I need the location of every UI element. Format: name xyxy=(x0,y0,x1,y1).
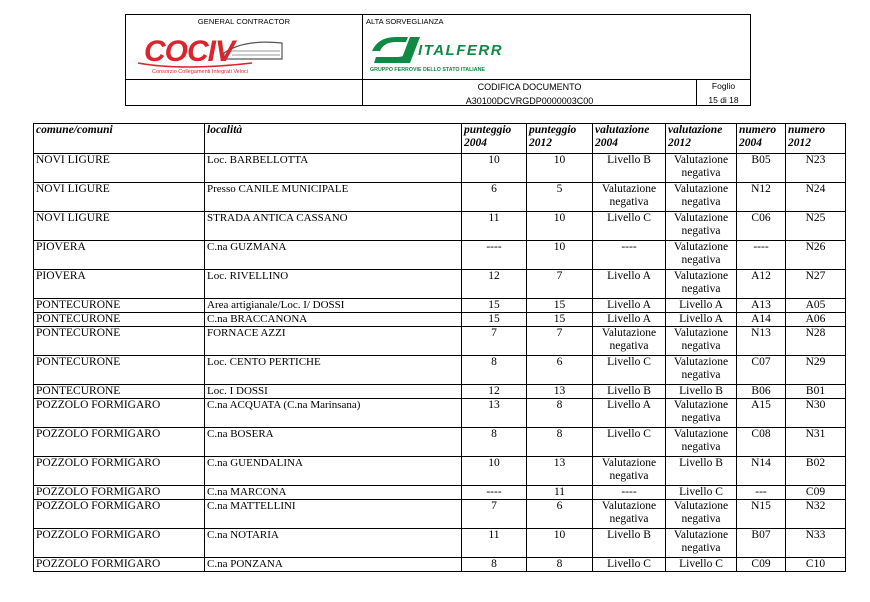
numero-2004-cell: A15 xyxy=(737,399,786,428)
valutazione-2004-cell: Livello C xyxy=(593,558,666,572)
numero-2004-cell: ---- xyxy=(737,241,786,270)
punteggio-2012-cell: 6 xyxy=(527,356,593,385)
numero-2012-cell: N26 xyxy=(786,241,846,270)
table-row xyxy=(34,428,846,457)
localita-cell: C.na GUENDALINA xyxy=(205,457,462,486)
column-header: numero 2004 xyxy=(737,124,786,154)
comune-cell: PONTECURONE xyxy=(34,327,205,356)
table-row xyxy=(34,356,846,385)
punteggio-2012-cell: 8 xyxy=(527,428,593,457)
valutazione-2004-cell: Livello A xyxy=(593,299,666,313)
localita-cell: STRADA ANTICA CASSANO xyxy=(205,212,462,241)
alta-sorveglianza-label: ALTA SORVEGLIANZA xyxy=(366,17,444,26)
punteggio-2004-cell: 11 xyxy=(462,212,527,241)
column-header: punteggio 2012 xyxy=(527,124,593,154)
valutazione-2012-cell: Valutazione negativa xyxy=(666,154,737,183)
table-body xyxy=(34,154,846,572)
table-row xyxy=(34,313,846,327)
numero-2004-cell: N15 xyxy=(737,500,786,529)
valutazione-2004-cell: Valutazione negativa xyxy=(593,327,666,356)
comune-cell: PONTECURONE xyxy=(34,299,205,313)
valutazione-2004-cell: Valutazione negativa xyxy=(593,183,666,212)
punteggio-2004-cell: 8 xyxy=(462,558,527,572)
table-header-row xyxy=(34,124,846,154)
punteggio-2004-cell: 15 xyxy=(462,313,527,327)
punteggio-2012-cell: 7 xyxy=(527,327,593,356)
valutazione-2012-cell: Livello B xyxy=(666,385,737,399)
column-header: valutazione 2012 xyxy=(666,124,737,154)
table-row xyxy=(34,399,846,428)
table-row xyxy=(34,558,846,572)
comune-cell: PIOVERA xyxy=(34,241,205,270)
valutazione-2012-cell: Livello C xyxy=(666,486,737,500)
valutazione-2012-cell: Valutazione negativa xyxy=(666,327,737,356)
numero-2004-cell: N13 xyxy=(737,327,786,356)
comune-cell: POZZOLO FORMIGARO xyxy=(34,486,205,500)
comune-cell: PONTECURONE xyxy=(34,385,205,399)
localita-cell: FORNACE AZZI xyxy=(205,327,462,356)
numero-2012-cell: A06 xyxy=(786,313,846,327)
table-row xyxy=(34,457,846,486)
comune-cell: NOVI LIGURE xyxy=(34,154,205,183)
table-row xyxy=(34,154,846,183)
punteggio-2004-cell: 12 xyxy=(462,385,527,399)
valutazione-2012-cell: Valutazione negativa xyxy=(666,183,737,212)
punteggio-2004-cell: 8 xyxy=(462,428,527,457)
numero-2012-cell: B02 xyxy=(786,457,846,486)
italferr-logo xyxy=(366,27,546,77)
codifica-documento-value: A30100DCVRGDP0000003C00 xyxy=(465,96,594,106)
numero-2012-cell: N32 xyxy=(786,500,846,529)
punteggio-2004-cell: 6 xyxy=(462,183,527,212)
header-divider xyxy=(126,79,750,80)
valutazione-2004-cell: Valutazione negativa xyxy=(593,500,666,529)
numero-2012-cell: N25 xyxy=(786,212,846,241)
comune-cell: POZZOLO FORMIGARO xyxy=(34,457,205,486)
localita-cell: C.na BOSERA xyxy=(205,428,462,457)
numero-2012-cell: N31 xyxy=(786,428,846,457)
numero-2012-cell: B01 xyxy=(786,385,846,399)
comune-cell: POZZOLO FORMIGARO xyxy=(34,558,205,572)
punteggio-2012-cell: 6 xyxy=(527,500,593,529)
numero-2012-cell: A05 xyxy=(786,299,846,313)
localita-cell: Area artigianale/Loc. I/ DOSSI xyxy=(205,299,462,313)
table-row xyxy=(34,183,846,212)
punteggio-2012-cell: 10 xyxy=(527,529,593,558)
punteggio-2004-cell: 11 xyxy=(462,529,527,558)
sites-table xyxy=(33,123,846,572)
punteggio-2012-cell: 10 xyxy=(527,241,593,270)
punteggio-2004-cell: 8 xyxy=(462,356,527,385)
punteggio-2012-cell: 10 xyxy=(527,154,593,183)
valutazione-2004-cell: Livello C xyxy=(593,428,666,457)
numero-2012-cell: N23 xyxy=(786,154,846,183)
punteggio-2012-cell: 15 xyxy=(527,299,593,313)
numero-2012-cell: C09 xyxy=(786,486,846,500)
svg-text:COCIV: COCIV xyxy=(144,35,235,68)
punteggio-2012-cell: 7 xyxy=(527,270,593,299)
numero-2004-cell: A13 xyxy=(737,299,786,313)
svg-text:Consorzio Collegamenti Integra: Consorzio Collegamenti Integrati Veloci xyxy=(152,69,248,75)
valutazione-2004-cell: ---- xyxy=(593,241,666,270)
table-row xyxy=(34,385,846,399)
valutazione-2004-cell: Livello A xyxy=(593,313,666,327)
localita-cell: Loc. BARBELLOTTA xyxy=(205,154,462,183)
punteggio-2004-cell: 10 xyxy=(462,154,527,183)
punteggio-2004-cell: 10 xyxy=(462,457,527,486)
valutazione-2004-cell: ---- xyxy=(593,486,666,500)
punteggio-2004-cell: 7 xyxy=(462,500,527,529)
numero-2004-cell: N12 xyxy=(737,183,786,212)
numero-2004-cell: --- xyxy=(737,486,786,500)
punteggio-2012-cell: 8 xyxy=(527,399,593,428)
punteggio-2004-cell: 15 xyxy=(462,299,527,313)
punteggio-2012-cell: 11 xyxy=(527,486,593,500)
valutazione-2012-cell: Valutazione negativa xyxy=(666,356,737,385)
comune-cell: NOVI LIGURE xyxy=(34,183,205,212)
table-row xyxy=(34,327,846,356)
localita-cell: C.na PONZANA xyxy=(205,558,462,572)
comune-cell: PIOVERA xyxy=(34,270,205,299)
punteggio-2012-cell: 15 xyxy=(527,313,593,327)
numero-2004-cell: C09 xyxy=(737,558,786,572)
comune-cell: PONTECURONE xyxy=(34,356,205,385)
column-header: località xyxy=(205,124,462,154)
numero-2004-cell: N14 xyxy=(737,457,786,486)
cociv-logo xyxy=(132,27,360,77)
valutazione-2004-cell: Livello B xyxy=(593,154,666,183)
valutazione-2012-cell: Valutazione negativa xyxy=(666,270,737,299)
valutazione-2012-cell: Valutazione negativa xyxy=(666,428,737,457)
valutazione-2012-cell: Valutazione negativa xyxy=(666,212,737,241)
foglio-title: Foglio xyxy=(711,81,736,91)
punteggio-2004-cell: ---- xyxy=(462,241,527,270)
numero-2004-cell: B07 xyxy=(737,529,786,558)
localita-cell: C.na ACQUATA (C.na Marinsana) xyxy=(205,399,462,428)
svg-text:ITALFERR: ITALFERR xyxy=(418,42,504,59)
numero-2004-cell: C07 xyxy=(737,356,786,385)
codifica-documento-title: CODIFICA DOCUMENTO xyxy=(477,82,582,92)
punteggio-2004-cell: 12 xyxy=(462,270,527,299)
numero-2004-cell: C06 xyxy=(737,212,786,241)
numero-2012-cell: N28 xyxy=(786,327,846,356)
numero-2004-cell: C08 xyxy=(737,428,786,457)
table-row xyxy=(34,500,846,529)
general-contractor-label: GENERAL CONTRACTOR xyxy=(197,17,291,26)
table-row xyxy=(34,486,846,500)
numero-2012-cell: N24 xyxy=(786,183,846,212)
column-header: comune/comuni xyxy=(34,124,205,154)
localita-cell: C.na MARCONA xyxy=(205,486,462,500)
numero-2004-cell: A14 xyxy=(737,313,786,327)
foglio-value: 15 di 18 xyxy=(708,95,739,105)
localita-cell: C.na GUZMANA xyxy=(205,241,462,270)
localita-cell: Presso CANILE MUNICIPALE xyxy=(205,183,462,212)
valutazione-2012-cell: Valutazione negativa xyxy=(666,500,737,529)
column-header: punteggio 2004 xyxy=(462,124,527,154)
numero-2012-cell: N30 xyxy=(786,399,846,428)
comune-cell: NOVI LIGURE xyxy=(34,212,205,241)
valutazione-2004-cell: Livello C xyxy=(593,212,666,241)
localita-cell: Loc. CENTO PERTICHE xyxy=(205,356,462,385)
table-row xyxy=(34,212,846,241)
punteggio-2004-cell: 13 xyxy=(462,399,527,428)
comune-cell: POZZOLO FORMIGARO xyxy=(34,399,205,428)
valutazione-2012-cell: Valutazione negativa xyxy=(666,241,737,270)
punteggio-2012-cell: 13 xyxy=(527,385,593,399)
valutazione-2012-cell: Livello A xyxy=(666,313,737,327)
comune-cell: PONTECURONE xyxy=(34,313,205,327)
punteggio-2012-cell: 10 xyxy=(527,212,593,241)
table-row xyxy=(34,529,846,558)
punteggio-2012-cell: 13 xyxy=(527,457,593,486)
valutazione-2012-cell: Livello A xyxy=(666,299,737,313)
table-row xyxy=(34,270,846,299)
column-header: numero 2012 xyxy=(786,124,846,154)
valutazione-2012-cell: Valutazione negativa xyxy=(666,529,737,558)
svg-text:GRUPPO FERROVIE DELLO STATO IT: GRUPPO FERROVIE DELLO STATO ITALIANE xyxy=(370,67,485,73)
table-row xyxy=(34,299,846,313)
valutazione-2004-cell: Livello A xyxy=(593,399,666,428)
numero-2012-cell: N29 xyxy=(786,356,846,385)
numero-2012-cell: N33 xyxy=(786,529,846,558)
localita-cell: C.na BRACCANONA xyxy=(205,313,462,327)
punteggio-2004-cell: ---- xyxy=(462,486,527,500)
numero-2012-cell: C10 xyxy=(786,558,846,572)
column-header: valutazione 2004 xyxy=(593,124,666,154)
valutazione-2012-cell: Valutazione negativa xyxy=(666,399,737,428)
numero-2004-cell: A12 xyxy=(737,270,786,299)
valutazione-2004-cell: Livello C xyxy=(593,356,666,385)
punteggio-2012-cell: 8 xyxy=(527,558,593,572)
valutazione-2012-cell: Livello B xyxy=(666,457,737,486)
valutazione-2012-cell: Livello C xyxy=(666,558,737,572)
localita-cell: Loc. I DOSSI xyxy=(205,385,462,399)
comune-cell: POZZOLO FORMIGARO xyxy=(34,529,205,558)
valutazione-2004-cell: Livello B xyxy=(593,529,666,558)
valutazione-2004-cell: Valutazione negativa xyxy=(593,457,666,486)
valutazione-2004-cell: Livello B xyxy=(593,385,666,399)
comune-cell: POZZOLO FORMIGARO xyxy=(34,428,205,457)
document-header xyxy=(125,14,751,106)
numero-2004-cell: B05 xyxy=(737,154,786,183)
localita-cell: C.na NOTARIA xyxy=(205,529,462,558)
punteggio-2012-cell: 5 xyxy=(527,183,593,212)
numero-2012-cell: N27 xyxy=(786,270,846,299)
localita-cell: Loc. RIVELLINO xyxy=(205,270,462,299)
localita-cell: C.na MATTELLINI xyxy=(205,500,462,529)
comune-cell: POZZOLO FORMIGARO xyxy=(34,500,205,529)
numero-2004-cell: B06 xyxy=(737,385,786,399)
table-row xyxy=(34,241,846,270)
valutazione-2004-cell: Livello A xyxy=(593,270,666,299)
punteggio-2004-cell: 7 xyxy=(462,327,527,356)
